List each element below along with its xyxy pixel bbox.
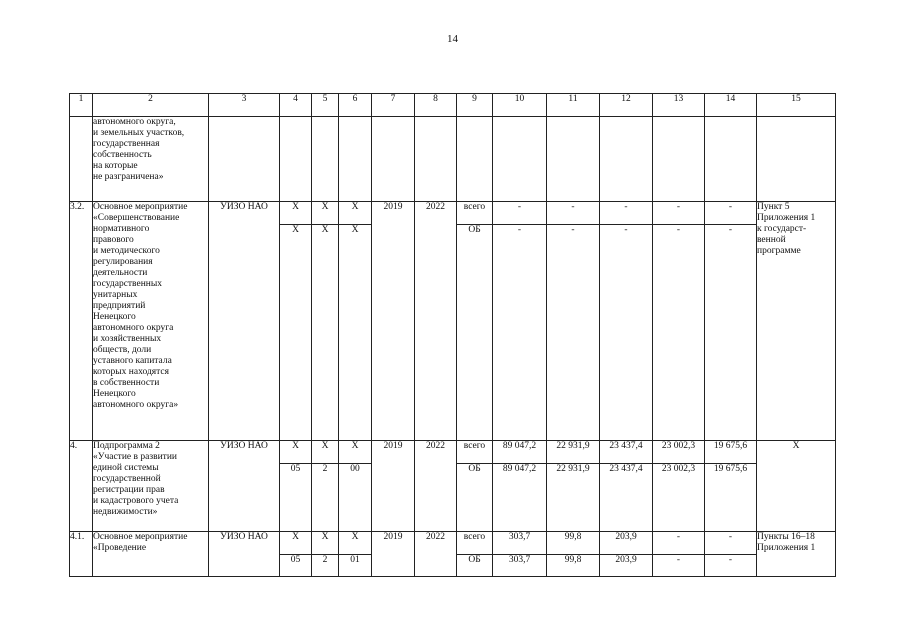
value-cell: 89 047,2 bbox=[493, 464, 547, 532]
funding-type: всего bbox=[457, 532, 493, 555]
code-cell: Х bbox=[339, 202, 372, 225]
row-note: Пункты 16–18 Приложения 1 bbox=[757, 532, 836, 577]
code-cell: Х bbox=[339, 225, 372, 441]
funding-type: ОБ bbox=[457, 555, 493, 577]
col-header: 1 bbox=[70, 94, 93, 117]
row-executor: УИЗО НАО bbox=[209, 532, 280, 577]
value-cell: - bbox=[705, 532, 757, 555]
col-header: 10 bbox=[493, 94, 547, 117]
end-year: 2022 bbox=[415, 441, 457, 532]
value-cell: - bbox=[547, 225, 600, 441]
end-year: 2022 bbox=[415, 532, 457, 577]
row-name: Основное мероприятие «Совершенствование нормативного правового и методического регулирования деятельности государственных унитарных предприятий Ненецкого автономного округа и хозяйственных обществ, доли уставного капитала которых находятся в собственности Ненецкого автономного округа» bbox=[93, 202, 209, 441]
row-executor: УИЗО НАО bbox=[209, 202, 280, 441]
header-row bbox=[70, 94, 836, 117]
value-cell: 23 002,3 bbox=[653, 464, 705, 532]
value-cell: 99,8 bbox=[547, 555, 600, 577]
value-cell: - bbox=[600, 225, 653, 441]
row-number: 4.1. bbox=[70, 532, 93, 577]
value-cell: 203,9 bbox=[600, 555, 653, 577]
value-cell: 99,8 bbox=[547, 532, 600, 555]
col-header: 6 bbox=[339, 94, 372, 117]
value-cell: - bbox=[653, 532, 705, 555]
row-name: Основное мероприятие «Проведение bbox=[93, 532, 209, 577]
col-header: 15 bbox=[757, 94, 836, 117]
value-cell: 23 437,4 bbox=[600, 464, 653, 532]
value-cell: 303,7 bbox=[493, 555, 547, 577]
col-header: 13 bbox=[653, 94, 705, 117]
code-cell: Х bbox=[312, 225, 339, 441]
code-cell: 2 bbox=[312, 555, 339, 577]
page-number: 14 bbox=[447, 33, 458, 45]
value-cell: 203,9 bbox=[600, 532, 653, 555]
funding-type: ОБ bbox=[457, 225, 493, 441]
code-cell: Х bbox=[280, 225, 312, 441]
funding-type: всего bbox=[457, 202, 493, 225]
value-cell: 89 047,2 bbox=[493, 441, 547, 464]
value-cell: 23 437,4 bbox=[600, 441, 653, 464]
code-cell: 2 bbox=[312, 464, 339, 532]
col-header: 4 bbox=[280, 94, 312, 117]
col-header: 8 bbox=[415, 94, 457, 117]
row-name: автономного округа, и земельных участков, государственная собственность на которые не разграничена» bbox=[93, 117, 209, 202]
col-header: 7 bbox=[372, 94, 415, 117]
code-cell: Х bbox=[280, 202, 312, 225]
value-cell: 22 931,9 bbox=[547, 441, 600, 464]
col-header: 9 bbox=[457, 94, 493, 117]
code-cell: 01 bbox=[339, 555, 372, 577]
col-header: 11 bbox=[547, 94, 600, 117]
value-cell: 23 002,3 bbox=[653, 441, 705, 464]
code-cell: 05 bbox=[280, 464, 312, 532]
code-cell: Х bbox=[312, 202, 339, 225]
row-note: Х bbox=[757, 441, 836, 532]
col-header: 5 bbox=[312, 94, 339, 117]
value-cell: - bbox=[653, 555, 705, 577]
start-year: 2019 bbox=[372, 441, 415, 532]
table-row bbox=[70, 117, 836, 202]
funding-type: ОБ bbox=[457, 464, 493, 532]
code-cell: Х bbox=[312, 441, 339, 464]
row-number: 3.2. bbox=[70, 202, 93, 441]
value-cell: - bbox=[493, 225, 547, 441]
code-cell: Х bbox=[280, 532, 312, 555]
row-note: Пункт 5 Приложения 1 к государст- венной программе bbox=[757, 202, 836, 441]
value-cell: - bbox=[547, 202, 600, 225]
col-header: 2 bbox=[93, 94, 209, 117]
end-year: 2022 bbox=[415, 202, 457, 441]
program-table bbox=[69, 93, 836, 577]
value-cell: 19 675,6 bbox=[705, 464, 757, 532]
value-cell: - bbox=[600, 202, 653, 225]
row-number bbox=[70, 117, 93, 202]
start-year: 2019 bbox=[372, 532, 415, 577]
value-cell: - bbox=[705, 555, 757, 577]
value-cell: - bbox=[653, 225, 705, 441]
value-cell: 19 675,6 bbox=[705, 441, 757, 464]
code-cell: Х bbox=[339, 441, 372, 464]
table-row bbox=[70, 532, 836, 555]
value-cell: - bbox=[705, 225, 757, 441]
row-number: 4. bbox=[70, 441, 93, 532]
value-cell: - bbox=[653, 202, 705, 225]
row-name: Подпрограмма 2 «Участие в развитии единой системы государственной регистрации прав и кадастрового учета недвижимости» bbox=[93, 441, 209, 532]
value-cell: 303,7 bbox=[493, 532, 547, 555]
row-executor: УИЗО НАО bbox=[209, 441, 280, 532]
value-cell: - bbox=[705, 202, 757, 225]
funding-type: всего bbox=[457, 441, 493, 464]
code-cell: Х bbox=[280, 441, 312, 464]
value-cell: 22 931,9 bbox=[547, 464, 600, 532]
code-cell: 05 bbox=[280, 555, 312, 577]
col-header: 3 bbox=[209, 94, 280, 117]
code-cell: 00 bbox=[339, 464, 372, 532]
col-header: 12 bbox=[600, 94, 653, 117]
code-cell: Х bbox=[312, 532, 339, 555]
table-row bbox=[70, 202, 836, 225]
start-year: 2019 bbox=[372, 202, 415, 441]
table-row bbox=[70, 441, 836, 464]
code-cell: Х bbox=[339, 532, 372, 555]
col-header: 14 bbox=[705, 94, 757, 117]
value-cell: - bbox=[493, 202, 547, 225]
